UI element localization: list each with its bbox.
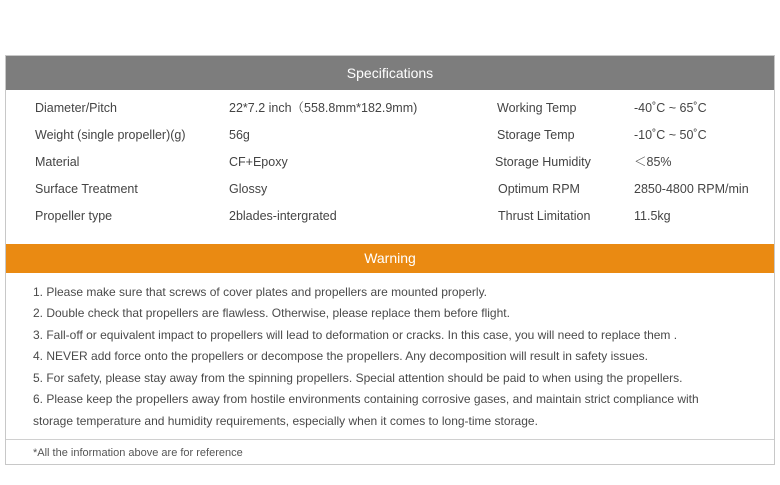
- warning-item: 3. Fall-off or equivalent impact to propellers will lead to deformation or cracks. In this case, you will need to replace them .: [33, 328, 678, 342]
- spec-label: Thrust Limitation: [498, 209, 591, 223]
- warning-item: storage temperature and humidity requirements, especially when it comes to long-time storage.: [33, 414, 538, 428]
- warning-header: Warning: [6, 244, 774, 273]
- spec-row: [6, 149, 774, 176]
- spec-value: CF+Epoxy: [229, 155, 288, 169]
- spec-label: Optimum RPM: [498, 182, 580, 196]
- spec-value: -40˚C ~ 65˚C: [634, 101, 707, 115]
- specifications-header: Specifications: [6, 56, 774, 90]
- warning-item: 5. For safety, please stay away from the spinning propellers. Special attention should be paid to when using the propellers.: [33, 371, 683, 385]
- spec-row: [6, 122, 774, 149]
- spec-value: 2850-4800 RPM/min: [634, 182, 749, 196]
- warning-item: 1. Please make sure that screws of cover plates and propellers are mounted properly.: [33, 285, 488, 299]
- spec-value: -10˚C ~ 50˚C: [634, 128, 707, 142]
- spec-label: Material: [35, 155, 80, 169]
- reference-footnote: *All the information above are for reference: [33, 447, 243, 459]
- spec-value: ＜85%: [634, 155, 672, 169]
- specifications-table: [6, 90, 774, 244]
- spec-label: Surface Treatment: [35, 182, 138, 196]
- spec-label: Diameter/Pitch: [35, 101, 117, 115]
- spec-label: Storage Temp: [497, 128, 575, 142]
- spec-label: Weight (single propeller)(g): [35, 128, 186, 142]
- spec-row: [6, 95, 774, 122]
- spec-value: 11.5kg: [634, 209, 671, 223]
- spec-value: 22*7.2 inch（558.8mm*182.9mm): [229, 101, 418, 115]
- spec-value: Glossy: [229, 182, 268, 196]
- spec-label: Storage Humidity: [495, 155, 591, 169]
- spec-label: Working Temp: [497, 101, 577, 115]
- warning-item: 6. Please keep the propellers away from hostile environments containing corrosive gases, and maintain strict compliance with: [33, 392, 699, 406]
- spec-row: [6, 203, 774, 230]
- warning-list: [6, 273, 774, 440]
- spec-row: [6, 176, 774, 203]
- spec-value: 56g: [229, 128, 250, 142]
- warning-item: 4. NEVER add force onto the propellers or decompose the propellers. Any decomposition will result in safety issues.: [33, 349, 648, 363]
- spec-label: Propeller type: [35, 209, 113, 223]
- warning-item: 2. Double check that propellers are flawless. Otherwise, please replace them before flight.: [33, 306, 510, 320]
- spec-value: 2blades-intergrated: [229, 209, 337, 223]
- spec-panel: [5, 55, 775, 465]
